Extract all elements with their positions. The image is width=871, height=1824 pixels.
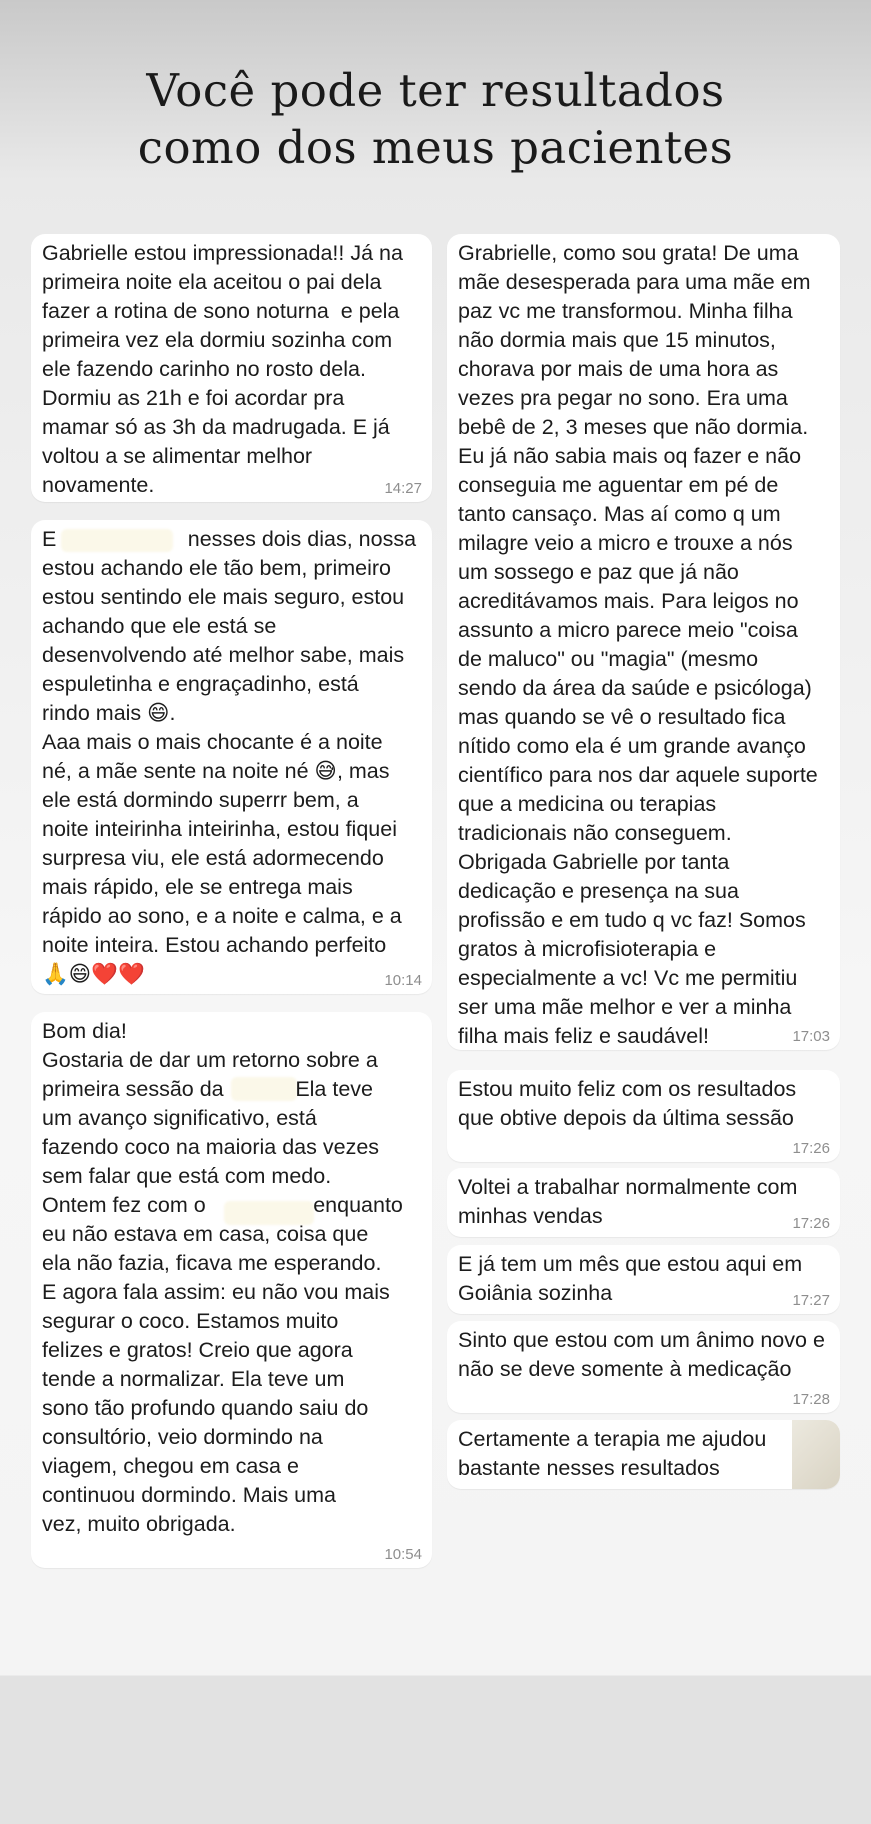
message-time: 10:54 bbox=[384, 1546, 422, 1563]
message-bubble bbox=[31, 234, 432, 502]
message-bubble bbox=[447, 1168, 840, 1237]
message-bubble bbox=[447, 1245, 840, 1314]
message-text: Grabrielle, como sou grata! De uma mãe desesperada para uma mãe em paz vc me transformou. Minha filha não dormia mais que 15 minutos, chorava por mais de uma hora as vezes pra pegar no sono. Era uma bebê de 2, 3 meses que não dormia. Eu já não sabia mais oq fazer e não conseguia me aguentar em pé de tanto cansaço. Mas aí como q um milagre veio a micro e trouxe a nós um sossego e paz que já não acreditávamos mais. Para leigos no assunto a micro parece meio "coisa de maluco" ou "magia" (mesmo sendo da área da saúde e psicóloga) mas quando se vê o resultado fica nítido como ela é um grande avanço científico para nos dar aquele suporte que a medicina ou terapias tradicionais não conseguem. Obrigada Gabrielle por tanta dedicação e presença na sua profissão e em tudo q vc faz! Somos gratos à microfisioterapia e especialmente a vc! Vc me permitiu ser uma mãe melhor e ver a minha filha mais feliz e saudável! bbox=[458, 241, 818, 1048]
message-text: Certamente a terapia me ajudou bastante nesses resultados bbox=[458, 1427, 767, 1480]
message-text: E já tem um mês que estou aqui em Goiânia sozinha bbox=[458, 1252, 803, 1305]
sticker-image bbox=[792, 1420, 840, 1489]
message-time: 14:27 bbox=[384, 480, 422, 497]
message-bubble bbox=[31, 520, 432, 994]
message-time: 17:27 bbox=[792, 1292, 830, 1309]
message-text: Voltei a trabalhar normalmente com minhas vendas bbox=[458, 1175, 798, 1228]
message-text: Estou muito feliz com os resultados que obtive depois da última sessão bbox=[458, 1077, 797, 1130]
message-time: 17:03 bbox=[792, 1028, 830, 1045]
message-bubble bbox=[447, 1070, 840, 1162]
message-text: E nesses dois dias, nossa estou achando ele tão bem, primeiro estou sentindo ele mais seguro, estou achando que ele está se desenvolvendo até melhor sabe, mais espuletinha e engraçadinho, está rindo mais 😄. Aaa mais o mais chocante é a noite né, a mãe sente na noite né 😅, mas ele está dormindo superrr bem, a noite inteirinha inteirinha, estou fiquei surpresa viu, ele está adormecendo mais rápido, ele se entrega mais rápido ao sono, e a noite e calma, e a noite inteira. Estou achando perfeito 🙏😄❤️❤️ bbox=[42, 527, 417, 986]
message-time: 17:26 bbox=[792, 1140, 830, 1157]
message-time: 17:26 bbox=[792, 1215, 830, 1232]
message-bubble bbox=[447, 1420, 840, 1489]
message-bubble bbox=[447, 1321, 840, 1413]
message-text: Gabrielle estou impressionada!! Já na primeira noite ela aceitou o pai dela fazer a rotina de sono noturna e pela primeira vez ela dormiu sozinha com ele fazendo carinho no rosto dela. Dormiu as 21h e foi acordar pra mamar só as 3h da madrugada. E já voltou a se alimentar melhor novamente. bbox=[42, 241, 403, 497]
message-text: Bom dia! Gostaria de dar um retorno sobre a primeira sessão da Ela teve um avanço significativo, está fazendo coco na maioria das vezes sem falar que está com medo. Ontem fez com o enquanto eu não estava em casa, coisa que ela não fazia, ficava me esperando. E agora fala assim: eu não vou mais segurar o coco. Estamos muito felizes e gratos! Creio que agora tende a normalizar. Ela teve um sono tão profundo quando saiu do consultório, veio dormindo na viagem, chegou em casa e continuou dormindo. Mais uma vez, muito obrigada. bbox=[42, 1019, 403, 1536]
title-line-1: Você pode ter resultados bbox=[146, 64, 725, 117]
title-line-2: como dos meus pacientes bbox=[137, 121, 734, 174]
message-bubble bbox=[447, 234, 840, 1050]
message-time: 17:28 bbox=[792, 1391, 830, 1408]
message-text: Sinto que estou com um ânimo novo e não se deve somente à medicação bbox=[458, 1328, 825, 1381]
message-bubble bbox=[31, 1012, 432, 1568]
message-time: 10:14 bbox=[384, 972, 422, 989]
page-title bbox=[0, 62, 871, 176]
